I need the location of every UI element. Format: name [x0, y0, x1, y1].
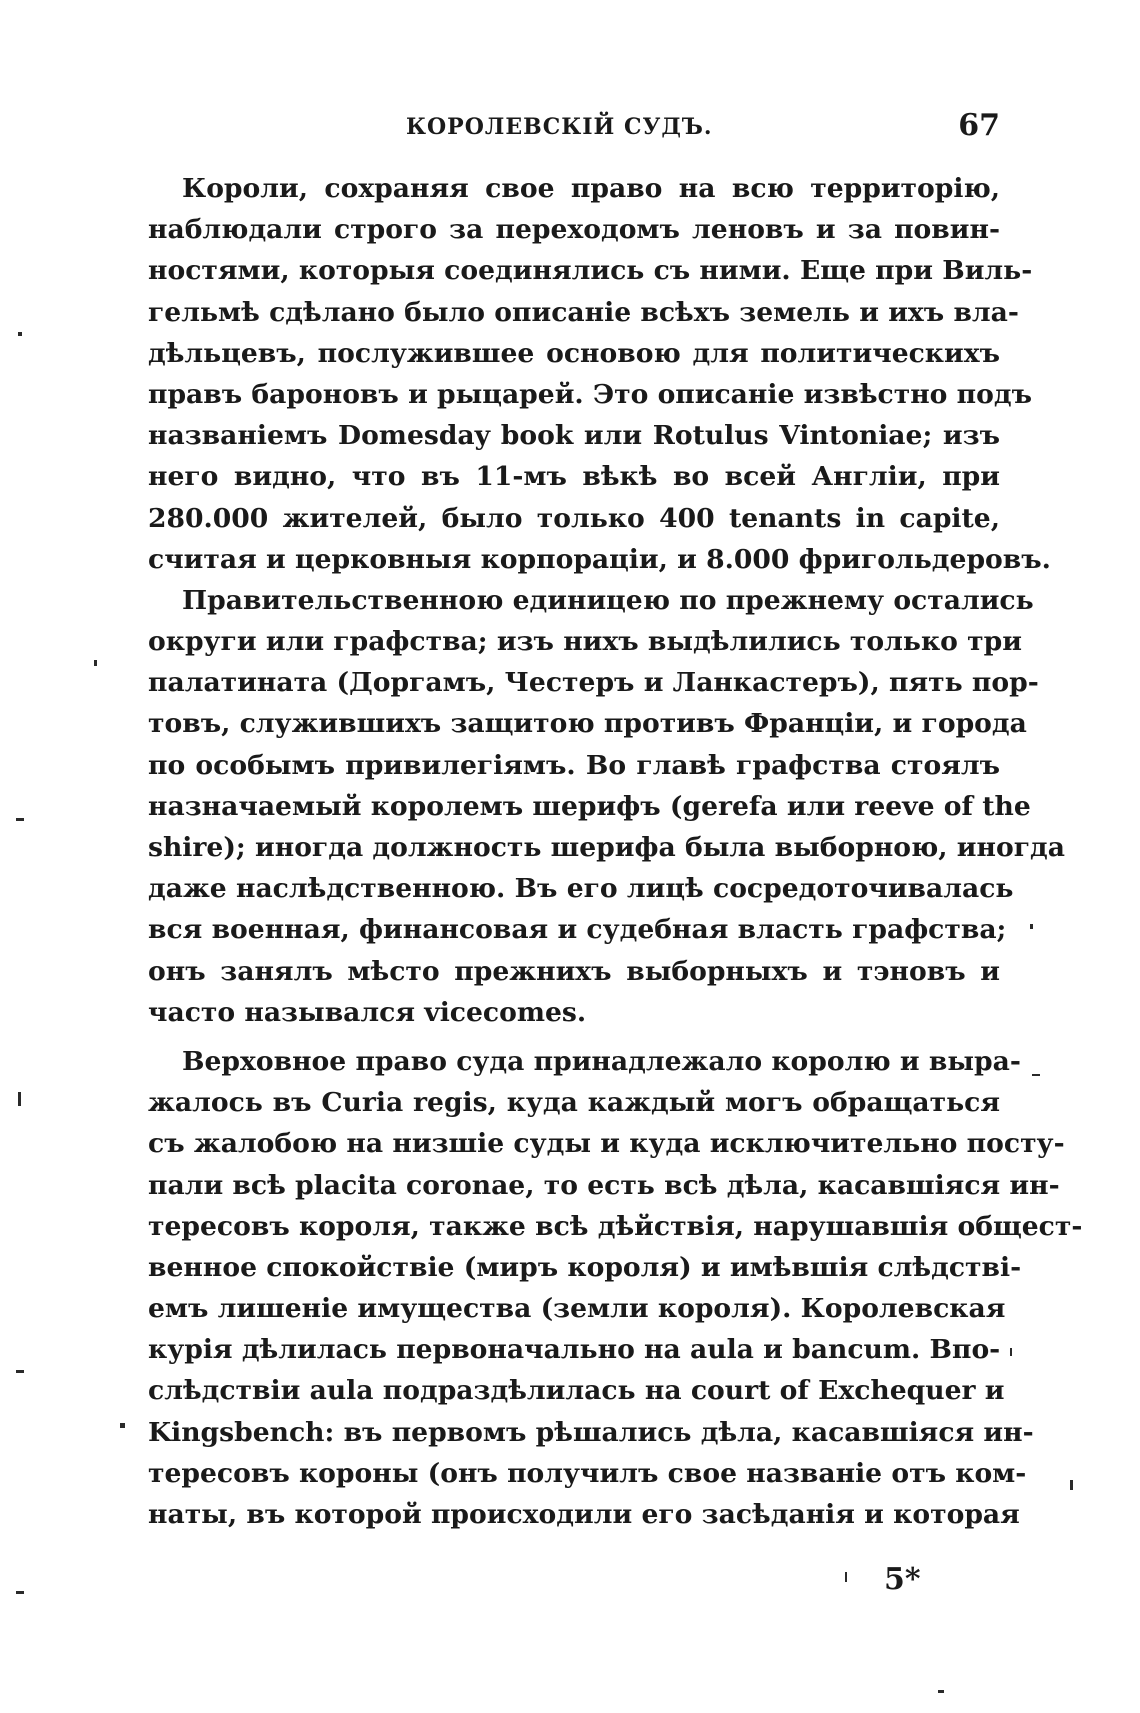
body-text	[148, 168, 1083, 1535]
scan-speck	[1032, 1074, 1040, 1076]
text-line: палатината (Доргамъ, Честеръ и Ланкастеръ), пять пор-	[148, 667, 1039, 699]
signature-mark: 5*	[884, 1562, 921, 1597]
text-line: слѣдствіи aula подраздѣлилась на court of Exchequer и	[148, 1375, 1005, 1407]
running-head: КОРОЛЕВСКІЙ СУДЪ.	[406, 114, 713, 140]
text-line: тересовъ короля, также всѣ дѣйствія, нарушавшія общест-	[148, 1210, 1083, 1242]
text-line: названіемъ Domesday book или Rotulus Vintoniae; изъ	[148, 420, 1000, 452]
text-line: дѣльцевъ, послужившее основою для политическихъ	[148, 337, 1000, 369]
text-line: него видно, что въ 11-мъ вѣкѣ во всей Англіи, при	[148, 461, 1000, 493]
text-line: тересовъ короны (онъ получилъ свое названіе отъ ком-	[148, 1457, 1027, 1489]
text-line: Правительственною единицею по прежнему остались	[182, 584, 1034, 616]
paragraph-1	[148, 168, 1051, 580]
scan-speck	[16, 818, 24, 821]
text-line: по особымъ привилегіямъ. Во главѣ графства стоялъ	[148, 749, 1000, 781]
text-line: наты, въ которой происходили его засѣданія и которая	[148, 1499, 1020, 1530]
scan-speck	[1030, 924, 1033, 929]
paragraph-2	[148, 580, 1065, 1033]
scan-speck	[1010, 1348, 1012, 1356]
paragraph-spacer	[148, 1033, 1000, 1041]
text-line: наблюдали строго за переходомъ леновъ и за повин-	[148, 214, 1000, 246]
text-line: вся военная, финансовая и судебная власть графства;	[148, 914, 1007, 946]
text-line: емъ лишеніе имущества (земли короля). Королевская	[148, 1293, 1006, 1325]
paragraph-3	[148, 1041, 1083, 1535]
text-line: Kingsbench: въ первомъ рѣшались дѣла, касавшіяся ин-	[148, 1416, 1034, 1448]
text-line: товъ, служившихъ защитою противъ Франціи, и города	[148, 708, 1027, 740]
text-line: даже наслѣдственною. Въ его лицѣ сосредоточивалась	[148, 873, 1014, 905]
text-line: съ жалобою на низшіе суды и куда исключительно посту-	[148, 1128, 1065, 1160]
text-line: правъ бароновъ и рыцарей. Это описаніе извѣстно подъ	[148, 378, 1032, 410]
scan-speck	[18, 1092, 21, 1106]
scan-speck	[18, 332, 22, 336]
scan-speck	[16, 1370, 24, 1373]
text-line: жалось въ Curia regis, куда каждый могъ обращаться	[148, 1087, 1000, 1119]
text-line: часто назывался vicecomes.	[148, 996, 587, 1028]
text-line: округи или графства; изъ нихъ выдѣлились только три	[148, 626, 1022, 658]
text-line: 280.000 жителей, было только 400 tenants in capite,	[148, 502, 1000, 534]
text-line: shire); иногда должность шерифа была выборною, иногда	[148, 832, 1065, 863]
text-line: онъ занялъ мѣсто прежнихъ выборныхъ и тэновъ и	[148, 955, 1000, 987]
page-number: 67	[958, 108, 1000, 143]
text-line: Короли, сохраняя свое право на всю территорію,	[182, 173, 1000, 204]
scan-speck	[120, 1423, 125, 1428]
text-line: назначаемый королемъ шерифъ (gerefa или reeve of the	[148, 790, 1031, 822]
text-line: ностями, которыя соединялись съ ними. Еще при Виль-	[148, 255, 1033, 287]
text-line: пали всѣ placita coronae, то есть всѣ дѣла, касавшіяся ин-	[148, 1169, 1060, 1201]
text-line: Верховное право суда принадлежало королю и выра-	[182, 1045, 1021, 1077]
text-line: курія дѣлилась первоначально на aula и bancum. Впо-	[148, 1334, 1001, 1366]
scan-speck	[1070, 1480, 1073, 1490]
text-line: гельмѣ сдѣлано было описаніе всѣхъ земель и ихъ вла-	[148, 296, 1019, 328]
text-line: венное спокойствіе (миръ короля) и имѣвшія слѣдстві-	[148, 1251, 1022, 1283]
text-line: считая и церковныя корпораціи, и 8.000 фригольдеровъ.	[148, 543, 1051, 575]
scan-speck	[845, 1572, 847, 1582]
scan-speck	[16, 1591, 24, 1594]
scan-speck	[938, 1690, 944, 1693]
scan-speck	[94, 660, 97, 666]
page-header	[148, 108, 1000, 148]
